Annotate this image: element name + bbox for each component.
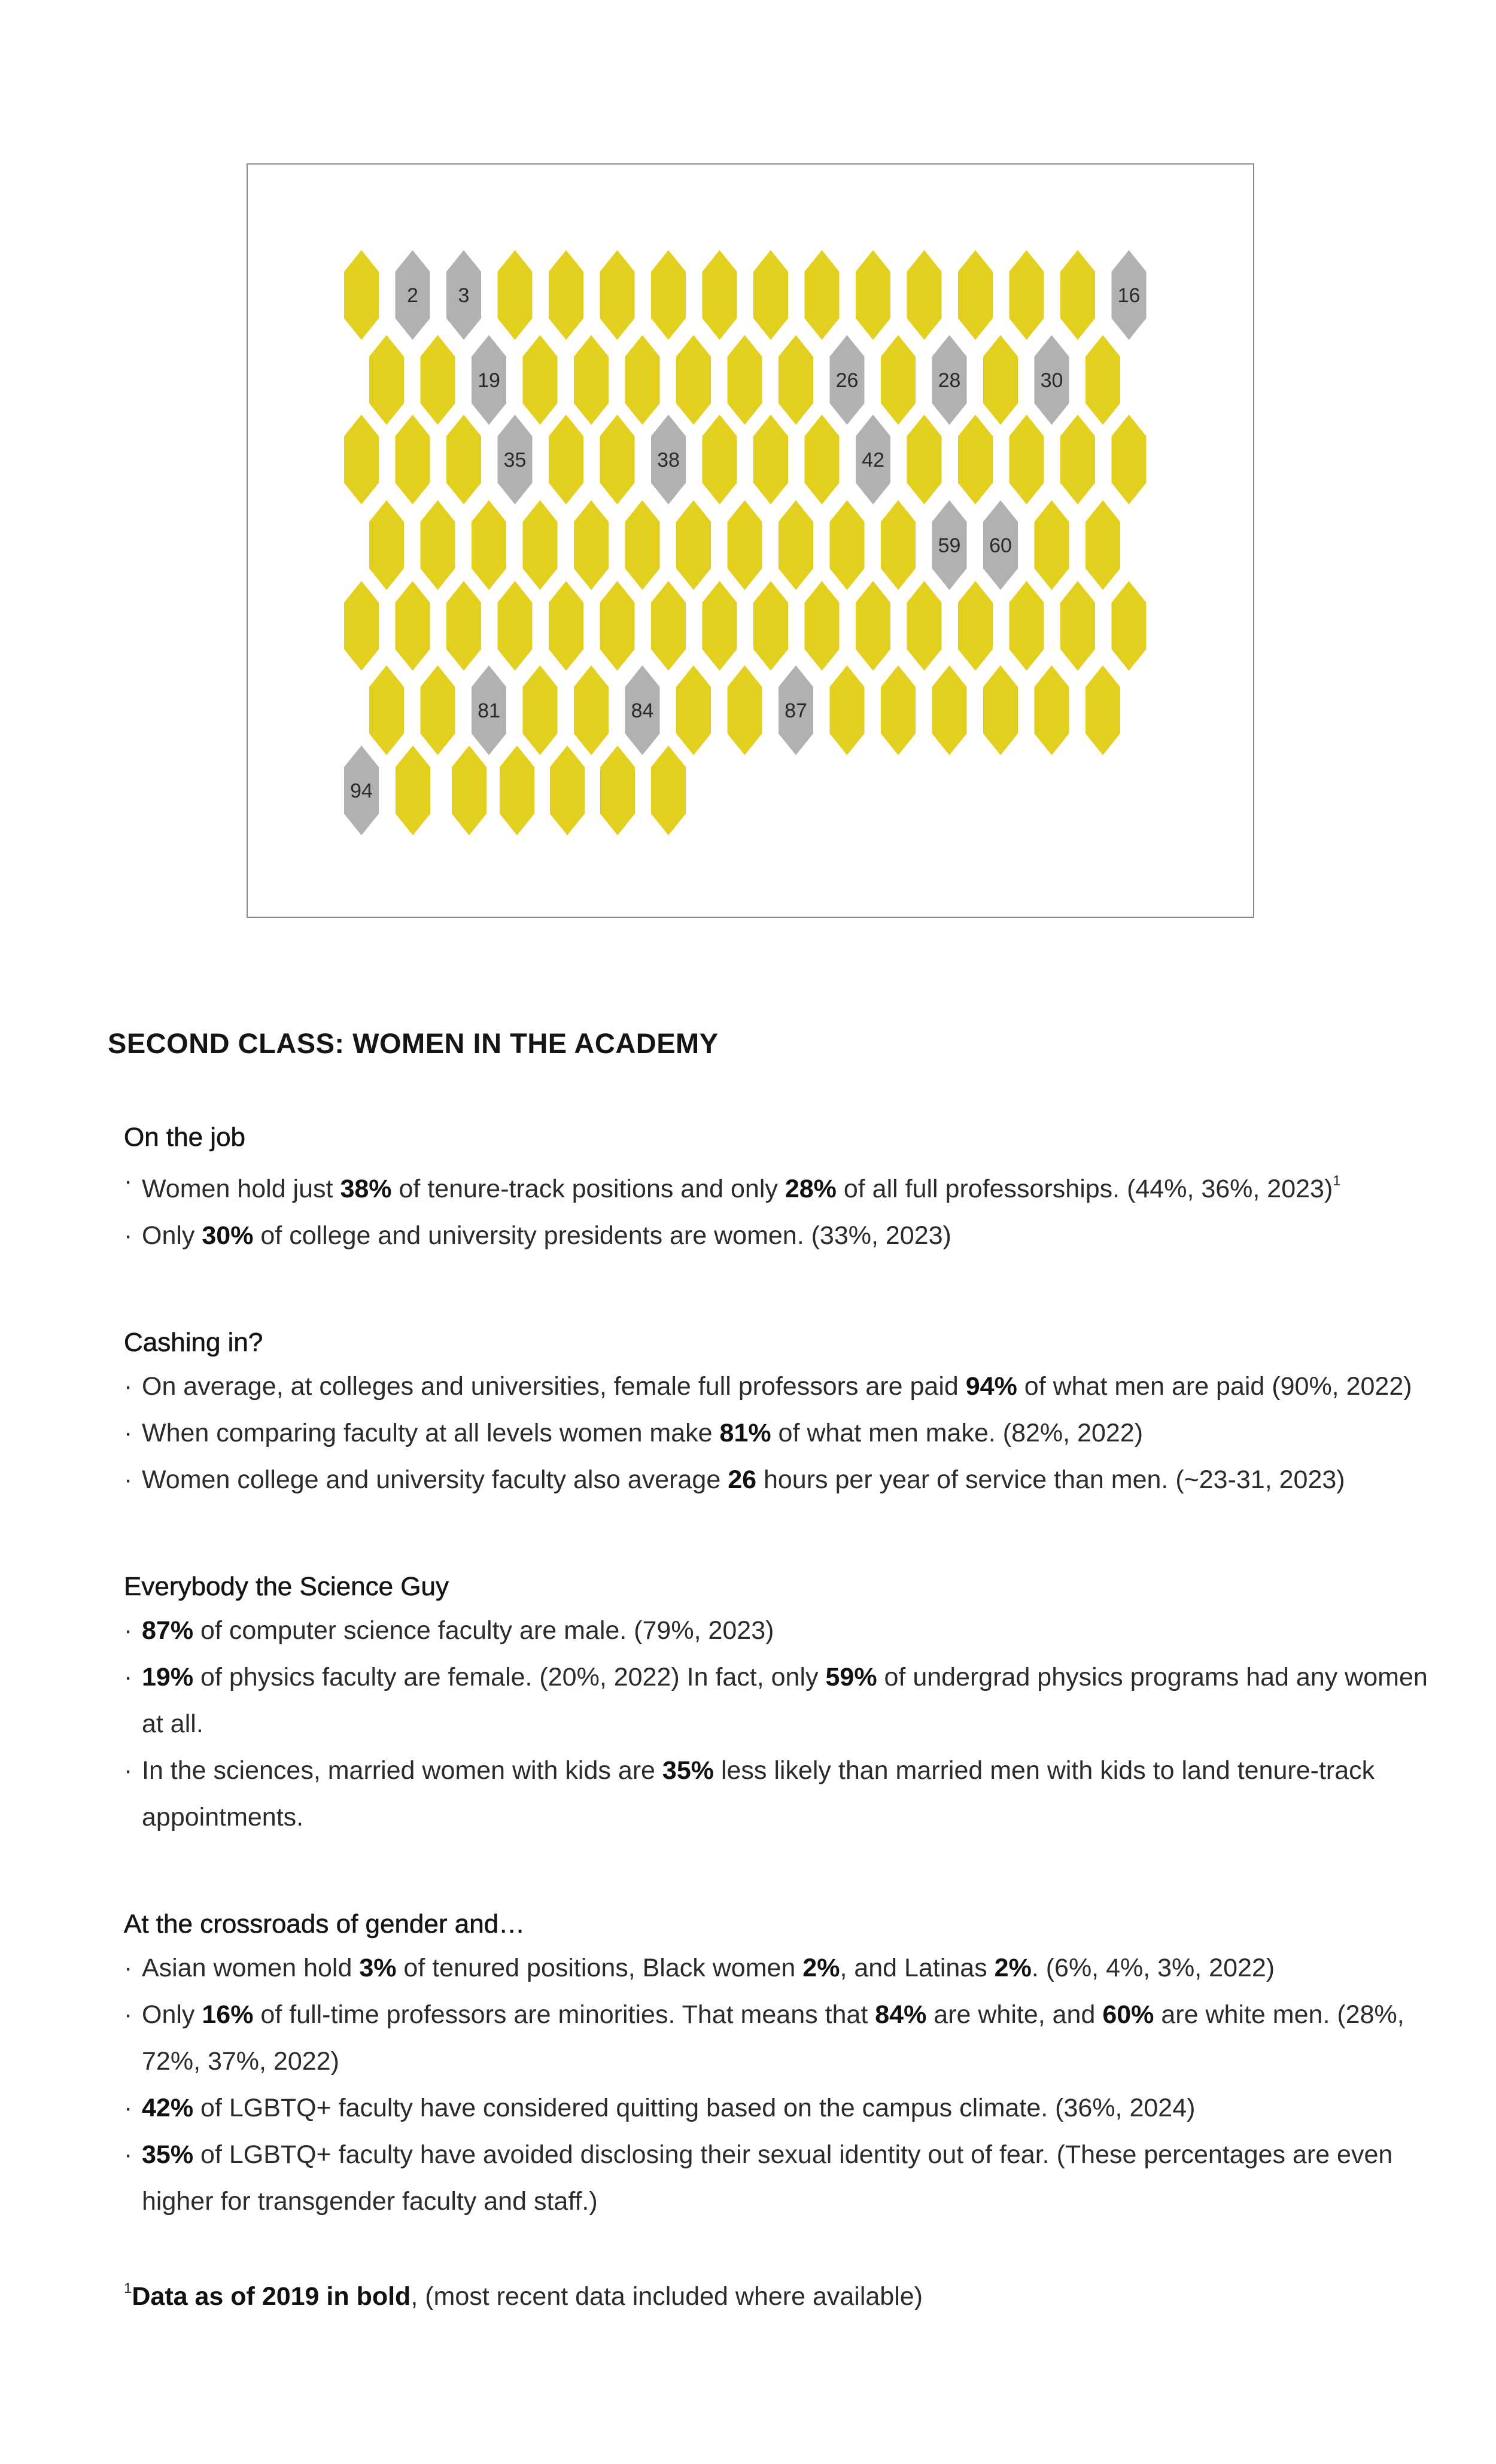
bullet-dot: · bbox=[124, 1372, 133, 1401]
hexagon bbox=[651, 581, 686, 671]
hexagon bbox=[498, 250, 533, 340]
hexagon bbox=[1035, 665, 1069, 755]
bullet-list bbox=[124, 1945, 1436, 2225]
bullet-list bbox=[124, 1607, 1436, 1841]
stat-value: 30% bbox=[202, 1221, 254, 1250]
footnote-rest: , (most recent data included where available) bbox=[411, 2282, 923, 2311]
hexagon bbox=[452, 746, 486, 835]
hexagon bbox=[550, 746, 585, 835]
list-item: · Only 30% of college and university presidents are women. (33%, 2023) bbox=[124, 1212, 1436, 1259]
section-heading: At the crossroads of gender and… bbox=[124, 1909, 525, 1939]
hexagon bbox=[676, 665, 711, 755]
page-title: SECOND CLASS: WOMEN IN THE ACADEMY bbox=[108, 1027, 719, 1059]
stat-value: 26 bbox=[728, 1465, 757, 1494]
stat-value: 59% bbox=[825, 1663, 877, 1692]
hexagon bbox=[369, 665, 404, 755]
bullet-dot: · bbox=[124, 1663, 133, 1692]
hexagon bbox=[600, 746, 635, 835]
article bbox=[108, 1029, 1436, 2310]
section bbox=[124, 1124, 1436, 1259]
hexagon-label: 26 bbox=[835, 369, 859, 392]
hexagon bbox=[523, 665, 558, 755]
section bbox=[124, 1330, 1436, 1503]
hexagon bbox=[1085, 665, 1120, 755]
hexagon-label: 19 bbox=[478, 369, 500, 392]
hexagon-label: 60 bbox=[989, 534, 1012, 557]
hexagon bbox=[344, 415, 379, 504]
stat-value: 87% bbox=[142, 1616, 194, 1645]
hexagon bbox=[396, 581, 430, 671]
hexagon bbox=[907, 415, 942, 504]
hexagon bbox=[421, 500, 455, 590]
hexagon bbox=[1010, 581, 1044, 671]
bullet-list bbox=[124, 1363, 1436, 1503]
footnote-ref: 1 bbox=[1333, 1173, 1341, 1189]
hexagon bbox=[856, 581, 890, 671]
hexagon bbox=[703, 415, 737, 504]
bullet-dot: · bbox=[124, 1167, 133, 1196]
stat-value: 19% bbox=[142, 1663, 194, 1692]
bullet-dot: · bbox=[124, 1756, 133, 1785]
hexagon bbox=[881, 665, 916, 755]
hexagon-label: 35 bbox=[503, 449, 527, 471]
hexagon bbox=[549, 250, 583, 340]
hexagon bbox=[907, 250, 942, 340]
list-item: · In the sciences, married women with kids are 35% less likely than married men with kids to land tenure-track appointments. bbox=[124, 1747, 1436, 1841]
hexagon-label: 16 bbox=[1117, 284, 1141, 307]
footnote-marker: 1 bbox=[124, 2280, 132, 2296]
hexagon bbox=[1010, 250, 1044, 340]
hexagon bbox=[1085, 335, 1120, 425]
hexagon bbox=[728, 500, 762, 590]
hexagon bbox=[703, 581, 737, 671]
hexagon bbox=[549, 581, 583, 671]
hexagon bbox=[523, 335, 558, 425]
hexagon-label: 84 bbox=[631, 699, 654, 722]
list-item: · 19% of physics faculty are female. (20%, 2022) In fact, only 59% of undergrad physics programs had any women at all. bbox=[124, 1654, 1436, 1747]
hexagon-label: 42 bbox=[862, 449, 884, 471]
hexagon bbox=[958, 415, 993, 504]
hexagon bbox=[446, 581, 481, 671]
hexagon bbox=[907, 581, 942, 671]
hexagon bbox=[958, 250, 993, 340]
sections-container bbox=[108, 1124, 1436, 2225]
section-heading: On the job bbox=[124, 1123, 246, 1152]
hexagon bbox=[753, 415, 788, 504]
hexagon bbox=[1035, 500, 1069, 590]
stat-value: 35% bbox=[142, 2140, 194, 2169]
hexagon bbox=[753, 581, 788, 671]
hexagon bbox=[983, 665, 1018, 755]
section bbox=[124, 1574, 1436, 1841]
stat-value: 38% bbox=[340, 1175, 392, 1203]
hexagon-label: 38 bbox=[657, 449, 680, 471]
hexagon bbox=[779, 500, 813, 590]
list-item: · 87% of computer science faculty are male. (79%, 2023) bbox=[124, 1607, 1436, 1654]
stat-value: 42% bbox=[142, 2094, 194, 2122]
hexagon bbox=[830, 665, 865, 755]
bullet-dot: · bbox=[124, 1616, 133, 1645]
hexagon bbox=[932, 665, 967, 755]
section-heading: Everybody the Science Guy bbox=[124, 1572, 449, 1601]
list-item: · 35% of LGBTQ+ faculty have avoided disclosing their sexual identity out of fear. (These percentages are even higher for transgender faculty and staff.) bbox=[124, 2131, 1436, 2225]
hexagon bbox=[396, 746, 430, 835]
bullet-dot: · bbox=[124, 1465, 133, 1494]
hexagon-label: 59 bbox=[938, 534, 961, 557]
hexagon bbox=[600, 581, 635, 671]
bullet-dot: · bbox=[124, 1221, 133, 1250]
hexagon bbox=[500, 746, 534, 835]
bullet-dot: · bbox=[124, 1954, 133, 1982]
hexagon-grid bbox=[248, 165, 1253, 917]
hexagon bbox=[676, 500, 711, 590]
hexagon bbox=[1112, 581, 1147, 671]
hexagon bbox=[600, 250, 635, 340]
hexagon bbox=[625, 335, 660, 425]
stat-value: 2% bbox=[802, 1954, 840, 1982]
stat-value: 16% bbox=[202, 2000, 254, 2029]
bullet-dot: · bbox=[124, 2094, 133, 2122]
hexagon bbox=[676, 335, 711, 425]
hexagon bbox=[446, 415, 481, 504]
hexagon-label: 2 bbox=[407, 284, 418, 307]
hexagon-label: 28 bbox=[938, 369, 961, 392]
stat-value: 3% bbox=[359, 1954, 397, 1982]
stat-value: 84% bbox=[875, 2000, 927, 2029]
hexagon bbox=[421, 335, 455, 425]
hexagon bbox=[728, 335, 762, 425]
hexagon-label: 94 bbox=[350, 780, 373, 802]
section-heading: Cashing in? bbox=[124, 1328, 263, 1357]
hexagon bbox=[1060, 581, 1095, 671]
hexagon bbox=[344, 581, 379, 671]
footnote bbox=[124, 2282, 1436, 2310]
hexagon bbox=[753, 250, 788, 340]
hexagon bbox=[600, 415, 635, 504]
hexagon bbox=[421, 665, 455, 755]
section bbox=[124, 1911, 1436, 2225]
hexagon bbox=[369, 500, 404, 590]
hexagon bbox=[830, 500, 865, 590]
stat-value: 35% bbox=[662, 1756, 714, 1785]
list-item: · 42% of LGBTQ+ faculty have considered quitting based on the campus climate. (36%, 2024) bbox=[124, 2085, 1436, 2131]
hexagon bbox=[574, 335, 609, 425]
hexagon bbox=[369, 335, 404, 425]
hexagon bbox=[651, 250, 686, 340]
hexagon bbox=[1060, 415, 1095, 504]
hexagon bbox=[1085, 500, 1120, 590]
list-item: · On average, at colleges and universities, female full professors are paid 94% of what men are paid (90%, 2022) bbox=[124, 1363, 1436, 1410]
stat-value: 60% bbox=[1102, 2000, 1154, 2029]
stat-value: 94% bbox=[965, 1372, 1017, 1401]
list-item: · Women hold just 38% of tenure-track positions and only 28% of all full professorships. (44%, 36%, 2023)$^1$ bbox=[124, 1158, 1436, 1212]
stat-value: 81% bbox=[719, 1419, 771, 1447]
hexagon bbox=[881, 500, 916, 590]
hexagon bbox=[1112, 415, 1147, 504]
list-item: · When comparing faculty at all levels women make 81% of what men make. (82%, 2022) bbox=[124, 1410, 1436, 1456]
hexagon bbox=[574, 665, 609, 755]
list-item: · Women college and university faculty also average 26 hours per year of service than men. (~23-31, 2023) bbox=[124, 1456, 1436, 1503]
hexagon-label: 30 bbox=[1040, 369, 1063, 392]
stat-value: 28% bbox=[785, 1175, 837, 1203]
list-item: · Asian women hold 3% of tenured positions, Black women 2%, and Latinas 2%. (6%, 4%, 3%, 2022) bbox=[124, 1945, 1436, 1991]
hexagon bbox=[472, 500, 506, 590]
hexagon bbox=[574, 500, 609, 590]
hexagon bbox=[728, 665, 762, 755]
hexagon bbox=[805, 581, 840, 671]
hexagon bbox=[856, 250, 890, 340]
hexagon bbox=[344, 250, 379, 340]
hexagon bbox=[983, 335, 1018, 425]
hexagon bbox=[1010, 415, 1044, 504]
stat-value: 2% bbox=[994, 1954, 1032, 1982]
hexagon bbox=[498, 581, 533, 671]
footnote-bold: Data as of 2019 in bold bbox=[132, 2282, 411, 2311]
hexagon bbox=[881, 335, 916, 425]
hexagon bbox=[958, 581, 993, 671]
hexagon bbox=[703, 250, 737, 340]
bullet-dot: · bbox=[124, 1419, 133, 1447]
bullet-dot: · bbox=[124, 2000, 133, 2029]
hexagon bbox=[625, 500, 660, 590]
hexagon bbox=[1060, 250, 1095, 340]
hexagon bbox=[523, 500, 558, 590]
hexagon bbox=[779, 335, 813, 425]
bullet-list bbox=[124, 1158, 1436, 1259]
hexagon-label: 87 bbox=[785, 699, 807, 722]
hexagon bbox=[549, 415, 583, 504]
hexagon-grid-graphic bbox=[247, 163, 1254, 918]
hexagon bbox=[805, 415, 840, 504]
hexagon-label: 3 bbox=[458, 284, 470, 307]
hexagon bbox=[651, 746, 686, 835]
bullet-dot: · bbox=[124, 2140, 133, 2169]
hexagon bbox=[805, 250, 840, 340]
hexagon-label: 81 bbox=[478, 699, 500, 722]
list-item: · Only 16% of full-time professors are minorities. That means that 84% are white, and 60% are white men. (28%, 72%, 37%, 2022) bbox=[124, 1991, 1436, 2085]
hexagon bbox=[396, 415, 430, 504]
